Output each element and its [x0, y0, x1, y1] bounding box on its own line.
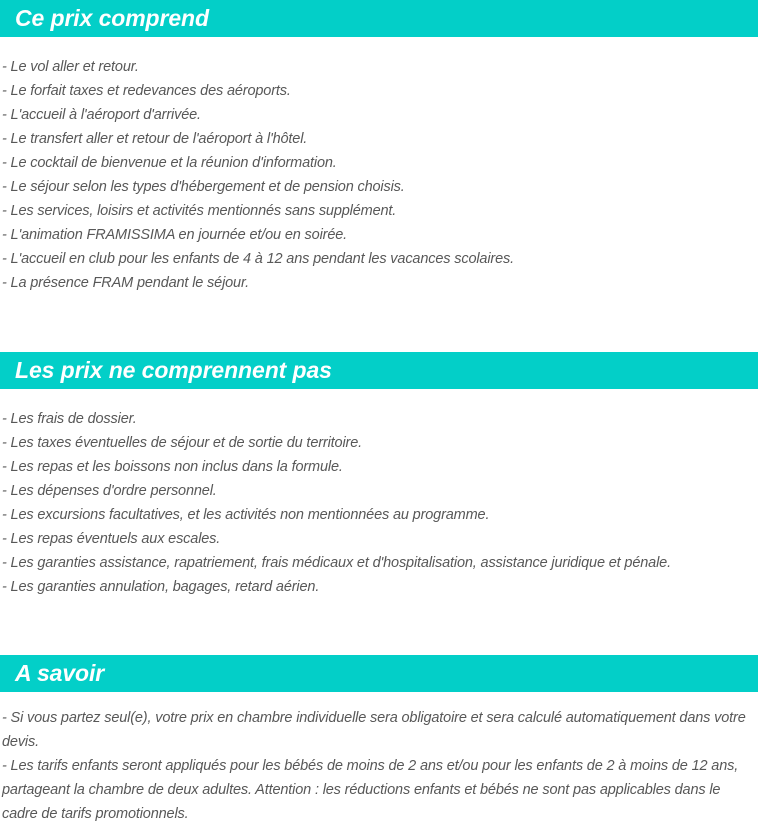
- section-header-ce-prix-comprend: Ce prix comprend: [0, 0, 758, 37]
- list-item: - Le vol aller et retour.: [2, 59, 139, 75]
- paragraph: - Si vous partez seul(e), votre prix en chambre individuelle sera obligatoire et sera calculé automatiquement dans votre devis.: [2, 710, 746, 750]
- list-item: - Les services, loisirs et activités mentionnés sans supplément.: [2, 203, 397, 219]
- list-item: - Les taxes éventuelles de séjour et de sortie du territoire.: [2, 435, 362, 451]
- list-item: - Les repas éventuels aux escales.: [2, 531, 221, 547]
- list-item: - Les frais de dossier.: [2, 411, 137, 427]
- list-item: - Le séjour selon les types d'hébergement et de pension choisis.: [2, 179, 405, 195]
- list-item: - Le cocktail de bienvenue et la réunion d'information.: [2, 155, 337, 171]
- paragraph: - Les tarifs enfants seront appliqués pour les bébés de moins de 2 ans et/ou pour les enfants de 2 à moins de 12 ans, partageant la chambre de deux adultes. Attention : les réductions enfants et bébés ne sont pas applicables dans le cadre de tarifs promotionnels.: [2, 758, 739, 822]
- section-header-les-prix-ne-comprennent-pas: Les prix ne comprennent pas: [0, 352, 758, 389]
- section-body-ce-prix-comprend: [0, 55, 758, 295]
- list-item: - Les garanties assistance, rapatriement, frais médicaux et d'hospitalisation, assistance juridique et pénale.: [2, 555, 671, 571]
- section-body-les-prix-ne-comprennent-pas: [0, 407, 758, 599]
- list-item: - L'animation FRAMISSIMA en journée et/ou en soirée.: [2, 227, 348, 243]
- list-item: - Le transfert aller et retour de l'aéroport à l'hôtel.: [2, 131, 308, 147]
- section-body-a-savoir: [0, 706, 758, 826]
- list-item: - Les garanties annulation, bagages, retard aérien.: [2, 579, 320, 595]
- spacer-before-header-3: [0, 599, 758, 655]
- list-item: - L'accueil à l'aéroport d'arrivée.: [2, 107, 201, 123]
- list-item: - Les excursions facultatives, et les activités non mentionnées au programme.: [2, 507, 490, 523]
- list-item: - Les repas et les boissons non inclus dans la formule.: [2, 459, 343, 475]
- list-item: - Le forfait taxes et redevances des aéroports.: [2, 83, 291, 99]
- list-item: - L'accueil en club pour les enfants de 4 à 12 ans pendant les vacances scolaires.: [2, 251, 514, 267]
- spacer-after-header-2: [0, 389, 758, 407]
- spacer-after-header-3: [0, 692, 758, 706]
- spacer-before-header-2: [0, 295, 758, 352]
- section-header-a-savoir: A savoir: [0, 655, 758, 692]
- list-item: - Les dépenses d'ordre personnel.: [2, 483, 217, 499]
- spacer-after-header-1: [0, 37, 758, 55]
- list-item: - La présence FRAM pendant le séjour.: [2, 275, 249, 291]
